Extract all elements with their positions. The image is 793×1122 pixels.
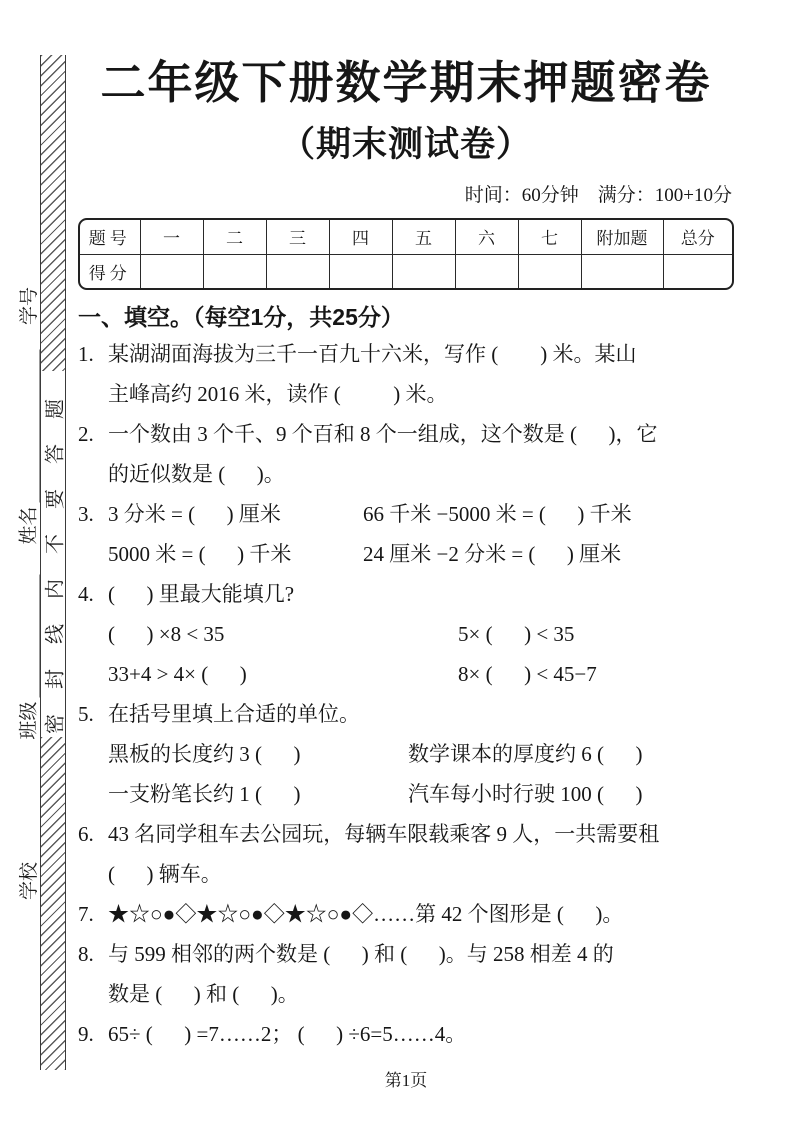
student-number-field [11,165,41,325]
seal-warning-box [41,371,65,737]
score-header-2: 二 [203,220,266,254]
question-9 [78,1014,734,1054]
question-line: 66 千米 −5000 米 = ( ) 千米 [363,502,632,526]
question-line: 某湖湖面海拔为三千一百九十六米，写作 ( ) 米。某山 [108,342,637,366]
score-header-3: 三 [266,220,329,254]
student-name-blank-line [40,350,41,503]
question-line: 在括号里填上合适的单位。 [108,702,360,726]
seal-warning-text: 密封线内不要答题 [44,374,67,734]
question-line: 5000 米 = ( ) 千米 [108,542,292,566]
question-line: 一个数由 3 个千、9 个百和 8 个一组成，这个数是 ( )，它 [108,422,658,446]
question-number: 8. [78,942,94,966]
question-line: 24 厘米 −2 分米 = ( ) 厘米 [363,542,622,566]
score-table [78,218,734,290]
question-5 [78,694,734,814]
seal-hatch-top [41,55,65,371]
question-4 [78,574,734,694]
question-line: 主峰高约 2016 米，读作 ( ) 米。 [108,382,448,406]
seal-line-strip [40,55,66,1070]
exam-page [78,40,734,1100]
question-1 [78,334,734,414]
question-line: ( ) ×8 < 35 [108,622,225,646]
question-line: 一支粉笔长约 1 ( ) [108,782,301,806]
question-line: ( ) 辆车。 [108,862,222,886]
question-line: 的近似数是 ( )。 [108,462,285,486]
score-cell [455,254,518,288]
score-header-7: 七 [518,220,581,254]
score-row-label: 得分 [80,254,140,288]
question-line: ( ) 里最大能填几? [108,582,295,606]
question-list [78,334,734,1054]
question-number: 2. [78,422,94,446]
score-cell [329,254,392,288]
score-header-4: 四 [329,220,392,254]
question-line: 数学课本的厚度约 6 ( ) [408,742,643,766]
score-cell [518,254,581,288]
question-number: 6. [78,822,94,846]
page-number: 第1页 [384,1071,428,1090]
question-6 [78,814,734,894]
score-cell [203,254,266,288]
question-line: 33+4 > 4× ( ) [108,662,247,686]
section-heading: 一、填空。（每空1分，共25分） [78,304,404,330]
question-number: 4. [78,582,94,606]
question-line: 65÷ ( ) =7……2； ( ) ÷6=5……4。 [108,1022,467,1046]
score-cell [266,254,329,288]
score-cell [663,254,732,288]
exam-title: 二年级下册数学期末押题密卷 [100,58,712,108]
class-field [11,575,41,740]
question-number: 3. [78,502,94,526]
score-table-header-row [80,220,732,254]
score-header-total: 总分 [663,220,732,254]
question-2 [78,414,734,494]
question-line: 3 分米 = ( ) 厘米 [108,502,281,526]
score-header-6: 六 [455,220,518,254]
school-field [11,760,41,900]
question-line: 43 名同学租车去公园玩，每辆车限载乘客 9 人，一共需要租 [108,822,660,846]
score-cell [392,254,455,288]
school-blank-line [40,760,41,858]
question-3 [78,494,734,574]
score-cell [581,254,663,288]
question-line: 8× ( ) < 45−7 [458,662,597,686]
question-line: 汽车每小时行驶 100 ( ) [408,782,643,806]
question-number: 5. [78,702,94,726]
question-line: 与 599 相邻的两个数是 ( ) 和 ( )。与 258 相差 4 的 [108,942,614,966]
question-line: ★☆○●◇★☆○●◇★☆○●◇……第 42 个图形是 ( )。 [108,902,624,926]
question-number: 1. [78,342,94,366]
question-number: 7. [78,902,94,926]
question-7 [78,894,734,934]
student-name-label: 姓名 [18,506,40,545]
student-name-field [11,350,41,545]
question-8 [78,934,734,1014]
question-number: 9. [78,1022,94,1046]
class-blank-line [40,575,41,698]
score-cell [140,254,203,288]
question-line: 黑板的长度约 3 ( ) [108,742,301,766]
school-label: 学校 [19,861,40,900]
class-label: 班级 [18,701,40,740]
score-table-score-row [80,254,732,288]
score-header-1: 一 [140,220,203,254]
exam-subtitle: （期末测试卷） [279,125,532,164]
question-line: 数是 ( ) 和 ( )。 [108,982,299,1006]
student-number-label: 学号 [19,286,40,325]
exam-meta: 时间：60分钟 满分：100+10分 [464,185,732,206]
score-header-5: 五 [392,220,455,254]
student-number-blank-line [40,165,41,283]
score-header-tihao: 题号 [80,220,140,254]
seal-hatch-bottom [41,737,65,1070]
score-header-bonus: 附加题 [581,220,663,254]
question-line: 5× ( ) < 35 [458,622,575,646]
